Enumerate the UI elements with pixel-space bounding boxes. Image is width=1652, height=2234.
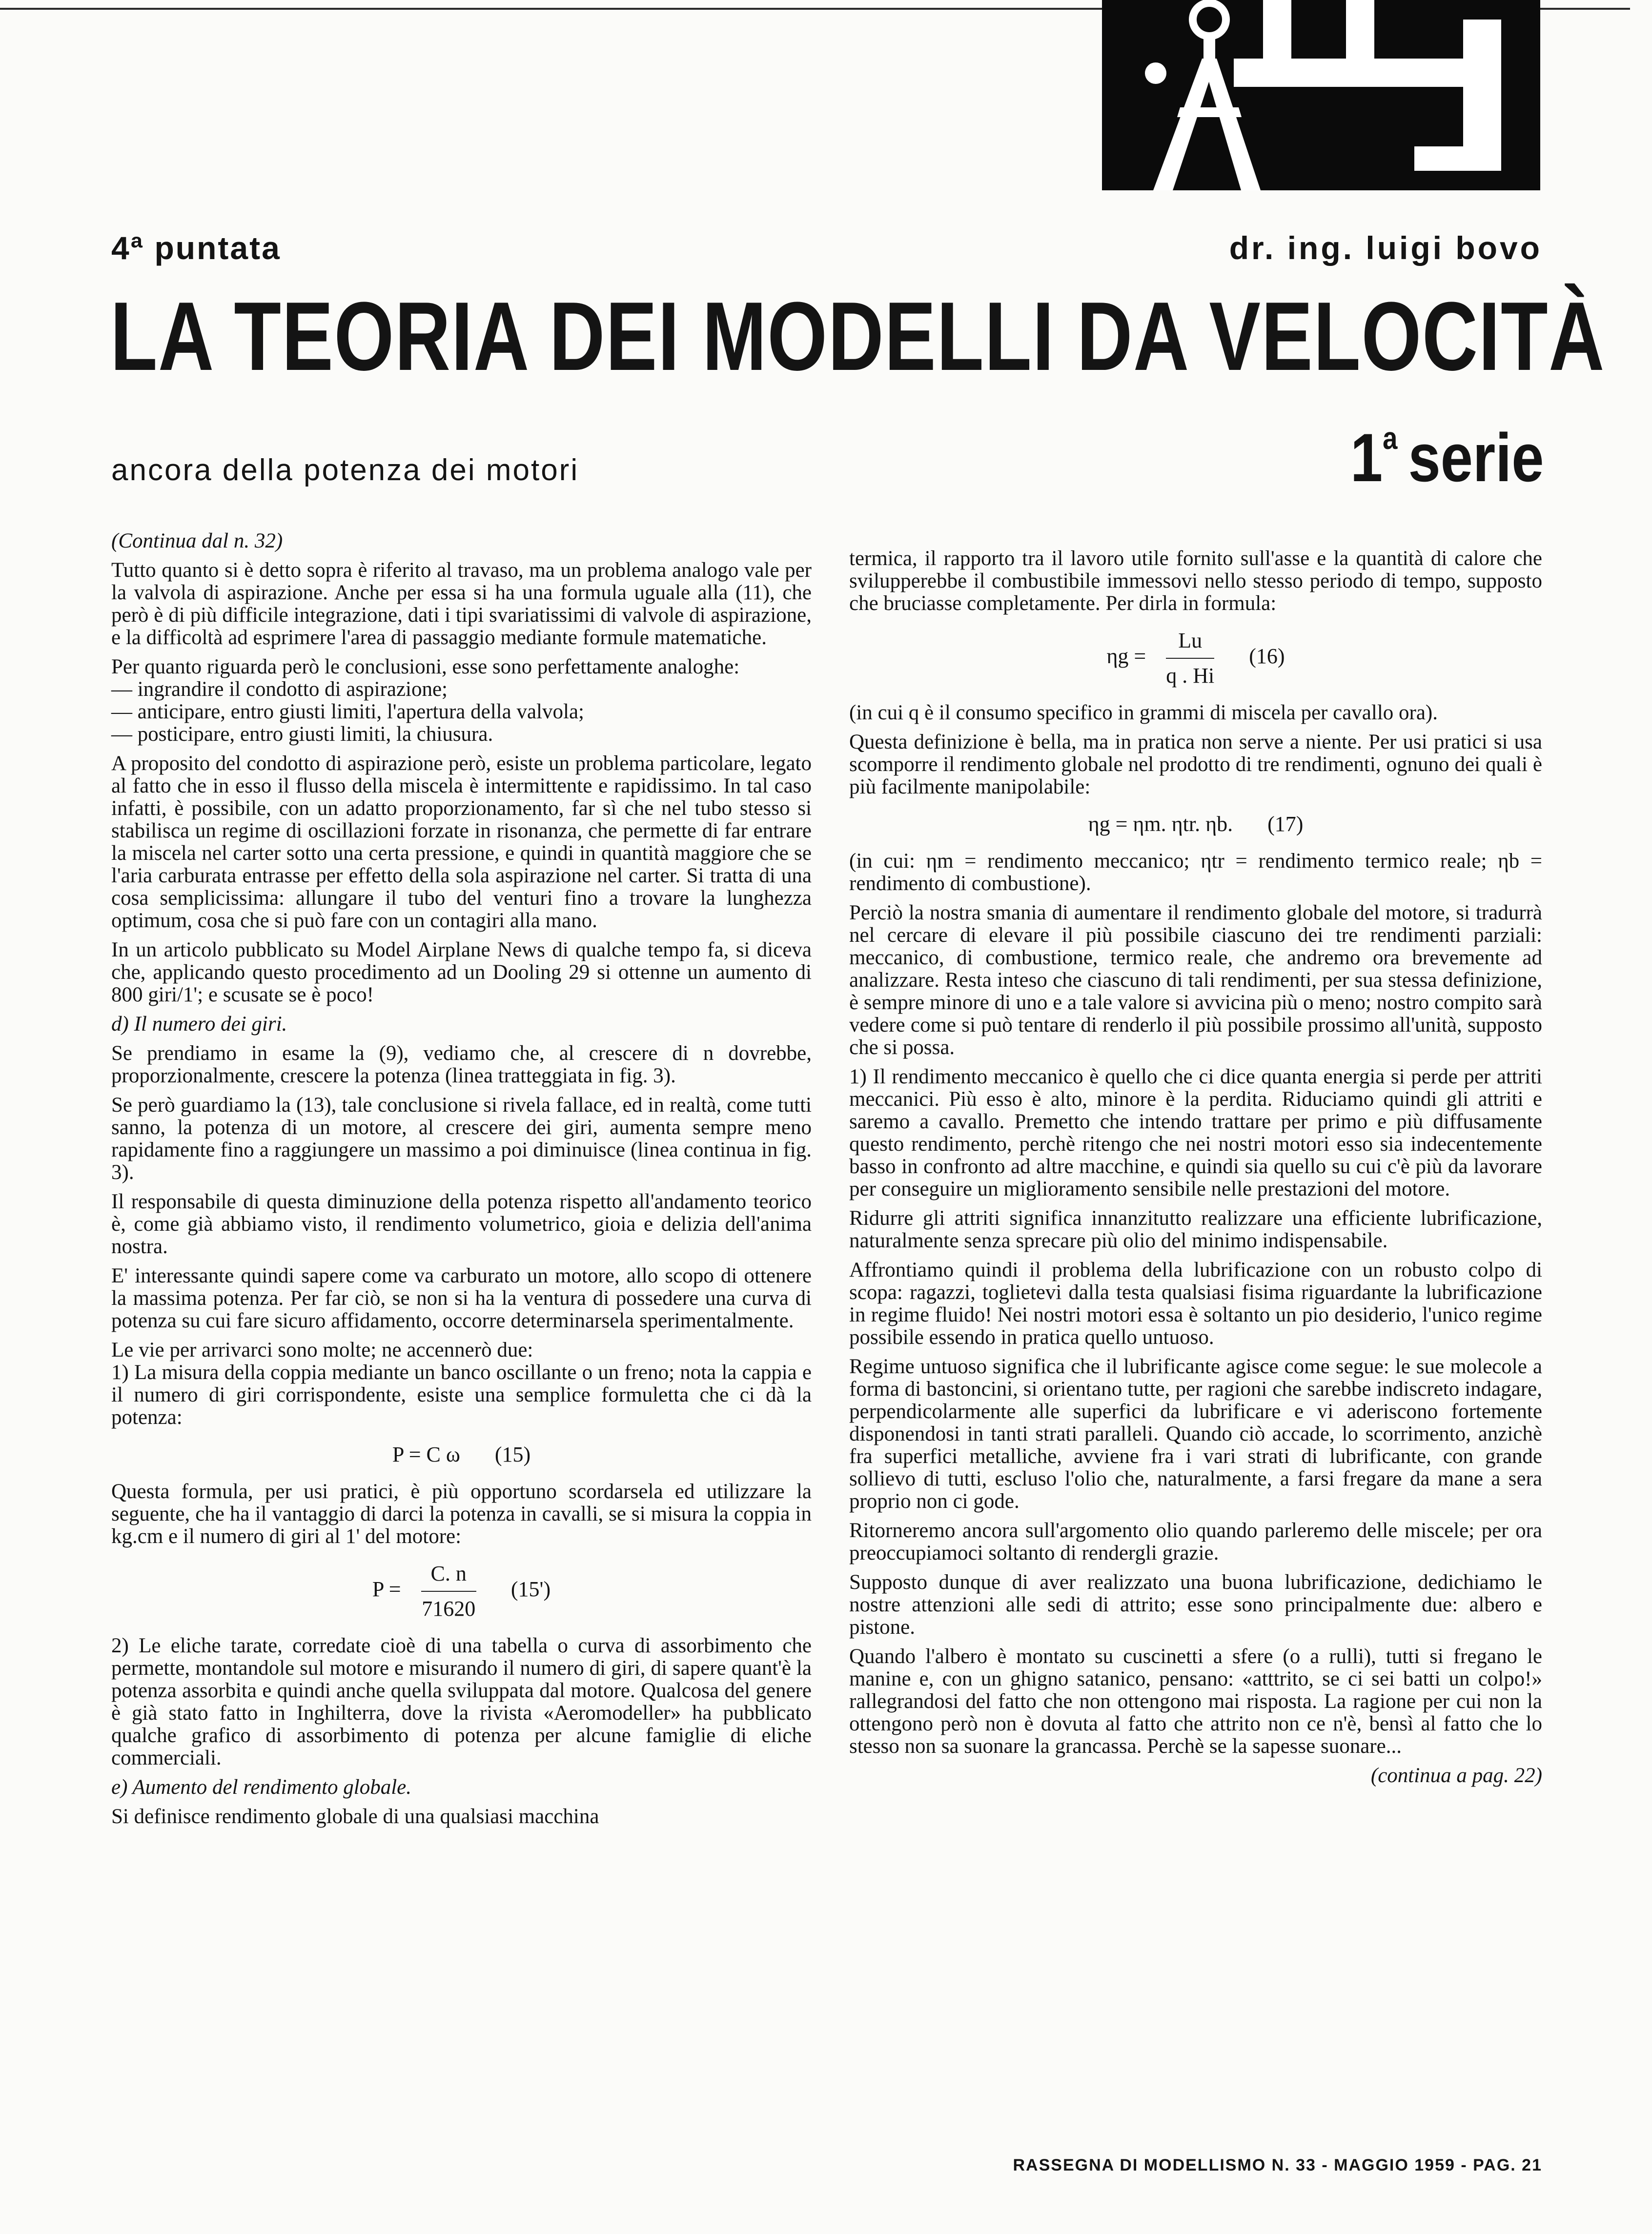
list-item: — anticipare, entro giusti limiti, l'apertura della valvola; <box>111 700 584 723</box>
left-column <box>111 527 812 1835</box>
page-footer: RASSEGNA DI MODELLISMO N. 33 - MAGGIO 1959 - PAG. 21 <box>1013 2156 1542 2174</box>
compass-logo-icon <box>1102 0 1540 190</box>
fraction-numerator: Lu <box>1166 630 1214 659</box>
continued-on-note: (continua a pag. 22) <box>1370 1764 1542 1787</box>
fraction <box>1166 630 1214 687</box>
paragraph: Questa formula, per usi pratici, è più opportuno scordarsela ed utilizzare la seguente, che ha il vantaggio di darci la potenza in cavalli, se si misura la coppia in kg.cm e il numero di giri al 1' del motore: <box>111 1480 812 1548</box>
article-title: LA TEORIA DEI MODELLI DA VELOCITÀ <box>110 282 1605 391</box>
right-column <box>849 548 1542 1794</box>
section-heading: e) Aumento del rendimento globale. <box>111 1776 411 1799</box>
list-item: — ingrandire il condotto di aspirazione; <box>111 678 448 701</box>
equation-number: (15') <box>510 1577 551 1602</box>
paragraph: Per quanto riguarda però le conclusioni, esse sono perfettamente analoghe: <box>111 655 740 678</box>
equation-number: (16) <box>1249 644 1285 669</box>
paragraph: In un articolo pubblicato su Model Airplane News di qualche tempo fa, si diceva che, applicando questo procedimento ad un Dooling 29 si ottenne un aumento di 800 giri/1'; e scusate se è poco! <box>111 938 812 1006</box>
paragraph: A proposito del condotto di aspirazione però, esiste un problema particolare, legato al fatto che in esso il flusso della miscela è intermittente e rapidissimo. In tal caso infatti, è possibile, con un adatto proporzionamento, far sì che nel tubo stesso si stabilisca un regime di oscillazioni forzate in risonanza, che permette di far entrare la miscela nel carter sotto una certa pressione, e quindi in quantità maggiore che se l'aria carburata entrasse per effetto della sola aspirazione nel carter. Si tratta di una cosa semplicissima: allungare il tubo del venturi fino a trovare la lunghezza optimum, cosa che si può fare con un contagiri alla mano. <box>111 752 812 932</box>
continued-note: (Continua dal n. 32) <box>111 529 283 552</box>
paragraph: 2) Le eliche tarate, corredate cioè di una tabella o curva di assorbimento che permette, montandole sul motore e misurando il numero di giri, di sapere quant'è la potenza assorbita e quindi anche quella sviluppata dal motore. Qualcosa del genere è già stato fatto in Inghilterra, dove la rivista «Aeromodeller» ha pubblicato qualche grafico di assorbimento di potenza per alcune famiglie di eliche commerciali. <box>111 1634 812 1769</box>
article-subtitle: ancora della potenza dei motori <box>111 453 579 487</box>
formula-17 <box>849 813 1542 835</box>
equation-number: (17) <box>1267 812 1304 836</box>
formula-expression: ηg = ηm. ηtr. ηb. <box>1088 812 1233 836</box>
formula-lhs: ηg = <box>1106 644 1146 669</box>
paragraph: Affrontiamo quindi il problema della lubrificazione con un robusto colpo di scopa: ragazzi, toglietevi dalla testa qualsiasi fisima riguardante la lubrificazione in regime fluido! Nei nostri motori essa è soltanto un pio desiderio, l'unico regime possibile essendo in pratica quello untuoso. <box>849 1259 1542 1349</box>
paragraph: Quando l'albero è montato su cuscinetti a sfere (o a rulli), tutti si fregano le manine e, con un ghigno satanico, pensano: «atttrito, se ci sei batti un colpo!» rallegrandosi del fatto che non ottengono mai risposta. La ragione per cui non la ottengono però non è dovuta al fatto che attrito non ce n'è, bensì al fatto che lo stesso non sa suonare la grancassa. Perchè se la sapesse suonare... <box>849 1645 1542 1758</box>
paragraph: 1) La misura della coppia mediante un banco oscillante o un freno; nota la cappia e il numero di giri corrispondente, esiste una semplice formuletta che ci dà la potenza: <box>111 1361 812 1429</box>
fraction-numerator: C. n <box>421 1563 476 1592</box>
paragraph: Le vie per arrivarci sono molte; ne accennerò due: <box>111 1339 533 1361</box>
paragraph: Tutto quanto si è detto sopra è riferito al travaso, ma un problema analogo vale per la valvola di aspirazione. Anche per essa si ha una formula uguale alla (11), che però è di più difficile integrazione, dati i tipi svariatissimi di valvole di aspirazione, e la difficoltà ad esprimere l'area di passaggio mediante formule matematiche. <box>111 559 812 649</box>
series-number: 1 <box>1350 419 1383 496</box>
fraction-denominator: q . Hi <box>1166 664 1215 688</box>
paragraph: Ridurre gli attriti significa innanzitutto realizzare una efficiente lubrificazione, naturalmente senza sprecare più olio del minimo indispensabile. <box>849 1207 1542 1252</box>
author-name: dr. ing. luigi bovo <box>1229 230 1542 266</box>
paragraph: Se però guardiamo la (13), tale conclusione si rivela fallace, ed in realtà, come tutti sanno, la potenza di un motore, al crescere dei giri, aumenta sempre meno rapidamente fino a raggiungere un massimo a poi diminuisce (linea continua in fig. 3). <box>111 1094 812 1184</box>
installment-label: 4ª puntata <box>111 230 281 266</box>
paragraph: (in cui q è il consumo specifico in grammi di miscela per cavallo ora). <box>849 701 1438 724</box>
series-superscript: a <box>1382 421 1397 456</box>
paragraph: (in cui: ηm = rendimento meccanico; ηtr = rendimento termico reale; ηb = rendimento di combustione). <box>849 850 1542 895</box>
series-label <box>1350 419 1544 497</box>
paragraph: Se prendiamo in esame la (9), vediamo che, al crescere di n dovrebbe, proporzionalmente, crescere la potenza (linea tratteggiata in fig. 3). <box>111 1042 812 1087</box>
fraction-denominator: 71620 <box>422 1597 476 1621</box>
paragraph: Questa definizione è bella, ma in pratica non serve a niente. Per usi pratici si usa scomporre il rendimento globale nel prodotto di tre rendimenti, ognuno dei quali è più facilmente manipolabile: <box>849 731 1542 798</box>
formula-16 <box>849 630 1542 687</box>
formula-expression: P = C ω <box>392 1442 460 1466</box>
formula-15-prime <box>111 1563 812 1620</box>
list-item: — posticipare, entro giusti limiti, la chiusura. <box>111 723 493 746</box>
paragraph: termica, il rapporto tra il lavoro utile fornito sull'asse e la quantità di calore che svilupperebbe il combustibile immessovi nello stesso periodo di tempo, supposto che bruciasse completamente. Per dirla in formula: <box>849 547 1542 615</box>
paragraph: E' interessante quindi sapere come va carburato un motore, allo scopo di ottenere la massima potenza. Per far ciò, se non si ha la ventura di possedere una curva di potenza su cui fare sicuro affidamento, occorre determinarsela sperimentalmente. <box>111 1264 812 1332</box>
series-word: serie <box>1408 419 1544 496</box>
paragraph: 1) Il rendimento meccanico è quello che ci dice quanta energia si perde per attriti meccanici. Più esso è alto, minore è la perdita. Riduciamo quindi gli attriti e saremo a cavallo. Premetto che intendo trattare per primo e più diffusamente questo rendimento, perchè ritengo che nei nostri motori esso sia indecentemente basso in confronto ad altre macchine, e quindi sia quello su cui c'è più da lavorare per conseguire un miglioramento sensibile nelle prestazioni del motore. <box>849 1065 1542 1200</box>
section-heading: d) Il numero dei giri. <box>111 1013 287 1036</box>
paragraph: Ritorneremo ancora sull'argomento olio quando parleremo delle miscele; per ora preoccupiamoci soltanto di rendergli grazie. <box>849 1519 1542 1564</box>
paragraph: Perciò la nostra smania di aumentare il rendimento globale del motore, si tradurrà nel cercare di elevare il più possibile ciascuno dei tre rendimenti parziali: meccanico, di combustione, termico reale, che andremo ora brevemente ad analizzare. Resta inteso che ciascuno di tali rendimenti, per sua stessa definizione, è sempre minore di uno e a tale valore si avvicina più o meno; nostro compito sarà vedere come si può tentare di renderlo il più possibile prossimo all'unità, supposto che si possa. <box>849 901 1542 1059</box>
formula-lhs: P = <box>372 1577 401 1602</box>
formula-15 <box>111 1443 812 1466</box>
fraction <box>421 1563 476 1620</box>
paragraph: Il responsabile di questa diminuzione della potenza rispetto all'andamento teorico è, come già abbiamo visto, il rendimento volumetrico, gioia e delizia dell'anima nostra. <box>111 1190 812 1258</box>
paragraph: Supposto dunque di aver realizzato una buona lubrificazione, dedichiamo le nostre attenzioni alle sedi di attrito; esse sono principalmente due: albero e pistone. <box>849 1571 1542 1639</box>
equation-number: (15) <box>494 1442 531 1466</box>
paragraph: Regime untuoso significa che il lubrificante agisce come segue: le sue molecole a forma di bastoncini, si orientano tutte, per ragioni che sarebbe indiscreto indagare, perpendicolarmente alle superfici da lubrificare e vi aderiscono fortemente disponendosi in tanti strati paralleli. Quando ciò accade, lo scorrimento, anzichè fra superfici metalliche, avviene fra i vari strati di lubrificante, con grande sollievo di tutti, escluso l'olio che, naturalmente, a farsi fregare da mane a sera proprio non ci gode. <box>849 1355 1542 1513</box>
paragraph: Si definisce rendimento globale di una qualsiasi macchina <box>111 1805 599 1828</box>
